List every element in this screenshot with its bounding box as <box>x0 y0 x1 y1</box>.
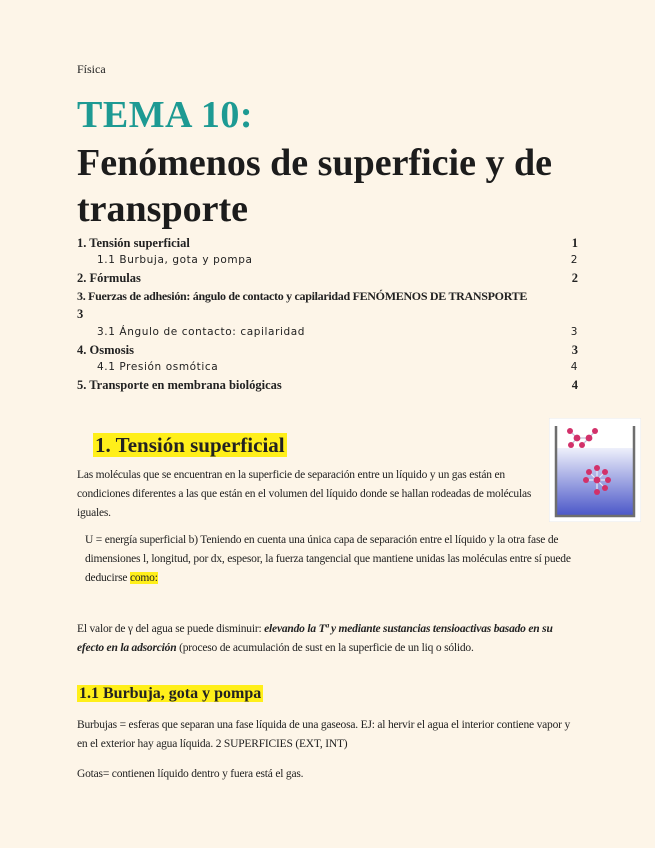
toc-entry-label: 1.1 Burbuja, gota y pompa <box>97 254 253 266</box>
toc-entry-label: 1. Tensión superficial <box>77 236 190 250</box>
toc-entry-label: 3.1 Ángulo de contacto: capilaridad <box>97 326 306 338</box>
subsection-heading: 1.1 Burbuja, gota y pompa <box>79 685 262 702</box>
subject-label: Física <box>77 62 106 76</box>
toc-entry-page: 1 <box>571 236 578 250</box>
toc-entry-page: 3 <box>570 326 578 338</box>
toc-entry-page: 4 <box>570 361 578 373</box>
toc-entry-page: 2 <box>571 271 578 285</box>
toc-entry[interactable] <box>77 324 578 341</box>
toc-entry-label: 5. Transporte en membrana biológicas <box>77 378 282 392</box>
toc-entry-page: 3 <box>77 307 84 321</box>
highlighted-text: como: <box>129 572 158 584</box>
tema-number: TEMA 10: <box>77 94 254 136</box>
surface-tension-beaker-illustration <box>549 418 641 522</box>
toc-entry[interactable] <box>77 376 578 394</box>
paragraph: El valor de γ del agua se puede disminuir: elevando la Tª y mediante sustancias tensioactivas basado en su efecto en la adsorción (proceso de acumulación de sust en la superficie de un liq o sólido. <box>77 623 553 654</box>
toc-entry[interactable] <box>77 287 578 323</box>
toc-entry-page: 4 <box>571 378 578 392</box>
paragraph: U = energía superficial b) Teniendo en cuenta una única capa de separación entre el líquido y la otra fase de dimensiones l, longitud, por dx, espesor, la fuerza tangencial que mantiene unidas las moléculas entre sí puede deducirse como: <box>85 534 571 584</box>
emphasized-text: elevando la Tª y mediante sustancias tensioactivas basado en su efecto en la adsorción <box>77 623 553 654</box>
paragraph: Las moléculas que se encuentran en la superficie de separación entre un líquido y un gas están en condiciones diferentes a las que están en el volumen del líquido donde se hallan rodeadas de moléculas iguales. <box>77 469 532 519</box>
toc-entry-label: 3. Fuerzas de adhesión: ángulo de contacto y capilaridad FENÓMENOS DE TRANSPORTE <box>77 289 528 303</box>
toc-entry-label: 4.1 Presión osmótica <box>97 361 219 373</box>
paragraph: Burbujas = esferas que separan una fase líquida de una gaseosa. EJ: al hervir el agua el interior contiene vapor y en el exterior hay agua líquida. 2 SUPERFICIES (EXT, INT) <box>77 719 571 750</box>
toc-entry-page: 3 <box>571 343 578 357</box>
toc-entry-page: 2 <box>570 254 578 266</box>
section-heading: 1. Tensión superficial <box>95 433 285 457</box>
toc-entry-label: 4. Osmosis <box>77 343 134 357</box>
toc-entry[interactable] <box>77 252 578 269</box>
paragraph: Gotas= contienen líquido dentro y fuera está el gas. <box>77 768 304 780</box>
table-of-contents <box>77 234 578 394</box>
toc-entry[interactable] <box>77 269 578 287</box>
toc-entry[interactable] <box>77 359 578 376</box>
toc-entry-label: 2. Fórmulas <box>77 271 141 285</box>
toc-entry[interactable] <box>77 341 578 359</box>
document-title: Fenómenos de superficie y de transporte <box>77 142 552 230</box>
toc-entry[interactable] <box>77 234 578 252</box>
